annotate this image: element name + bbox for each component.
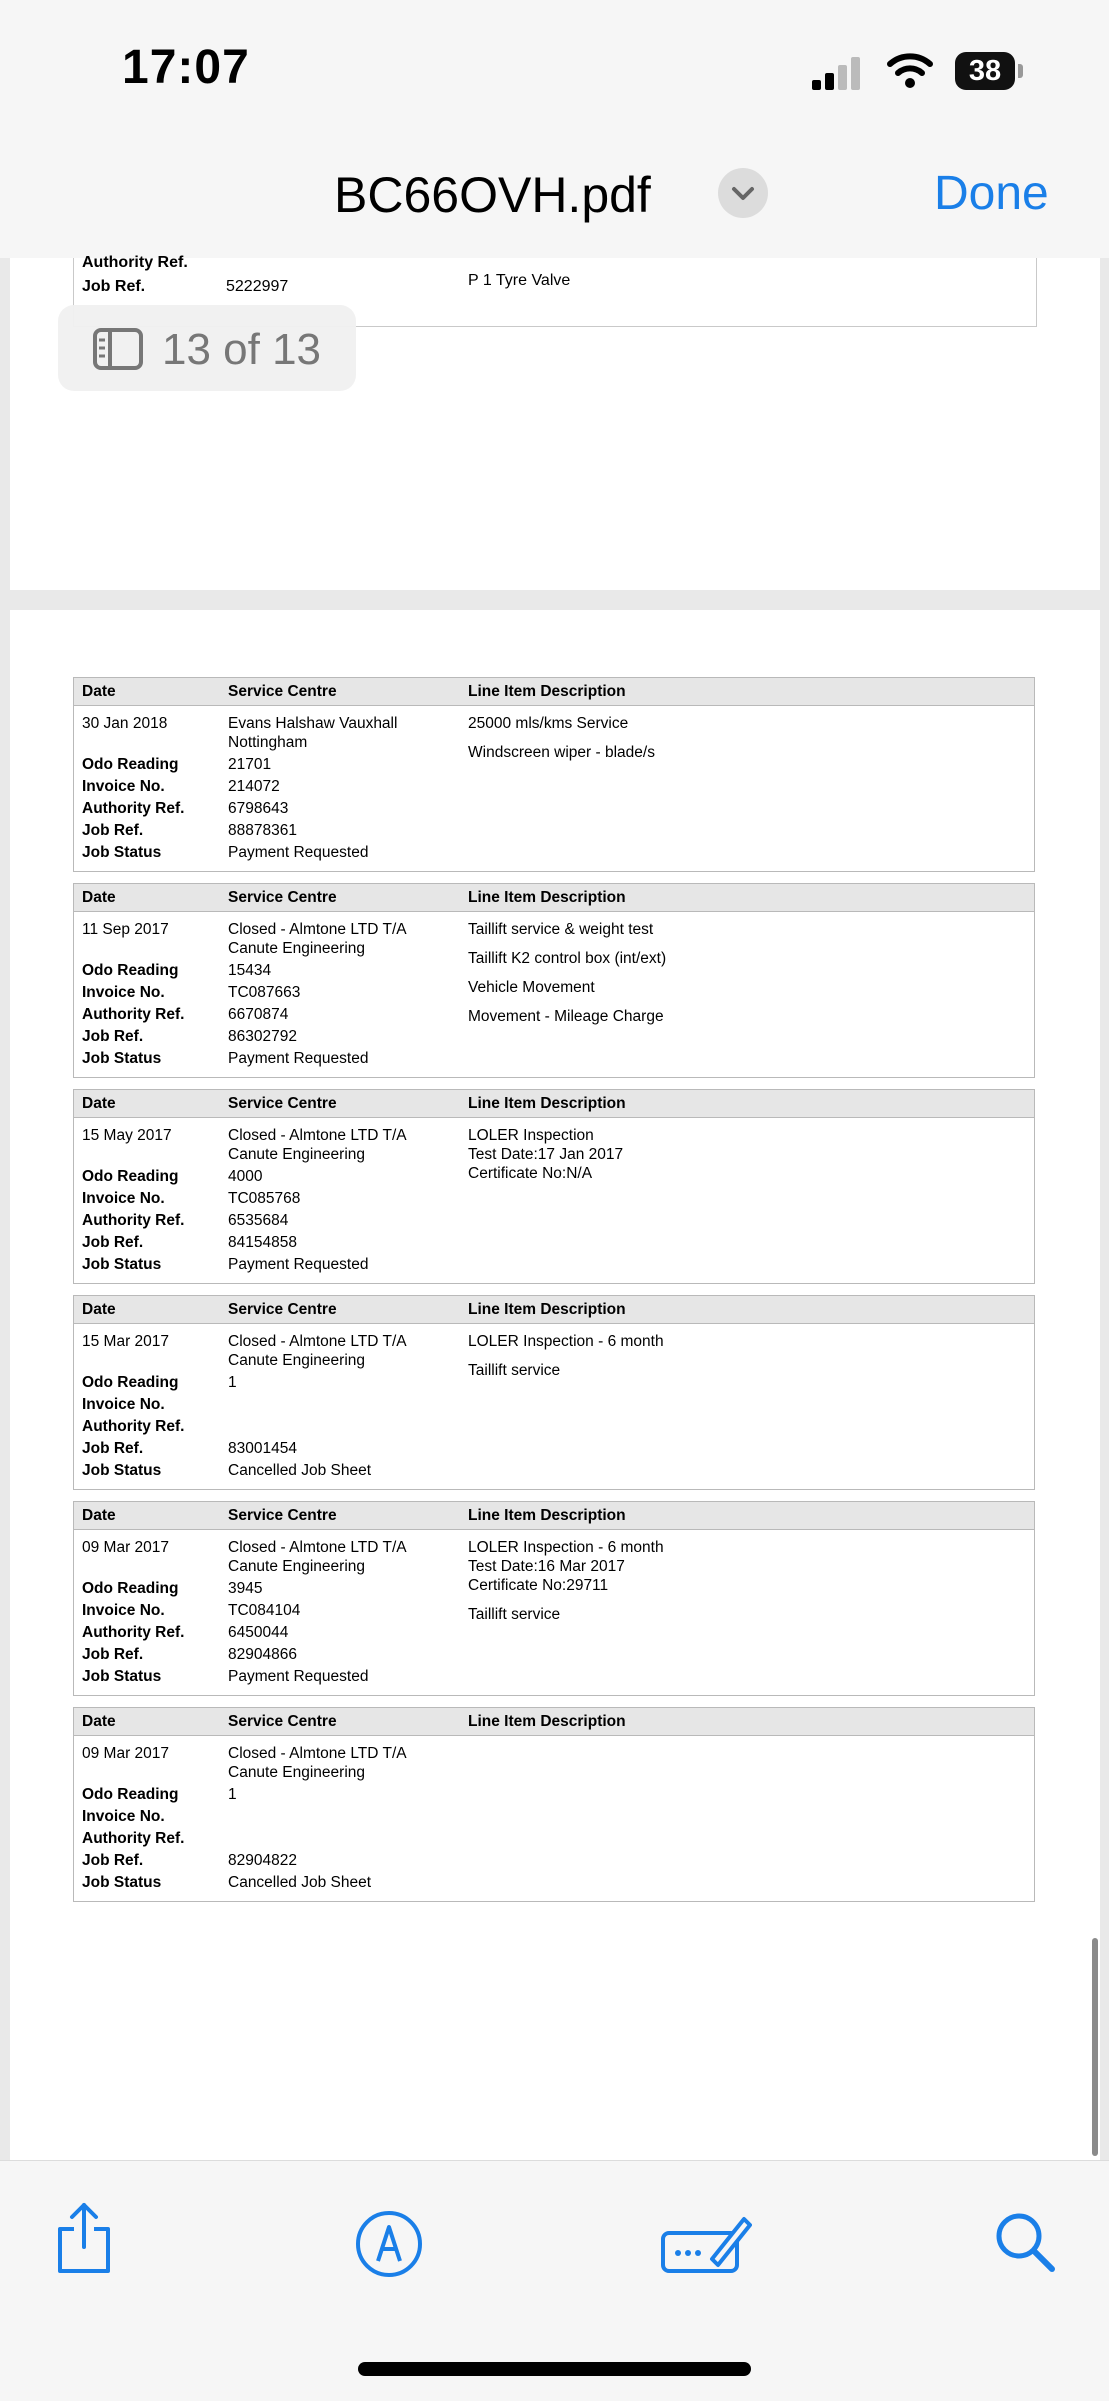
label-invoice: Invoice No. (82, 984, 165, 1001)
status-bar (0, 0, 1109, 140)
label-job-status: Job Status (82, 1256, 162, 1273)
header-service-centre: Service Centre (228, 1507, 337, 1524)
header-date: Date (82, 1301, 116, 1318)
line-item: Certificate No:N/A (468, 1165, 593, 1182)
service-history-list (73, 677, 1035, 1913)
value-odo: 1 (228, 1786, 237, 1803)
header-date: Date (82, 1095, 116, 1112)
line-item: Movement - Mileage Charge (468, 1008, 664, 1025)
signature-icon[interactable] (660, 2211, 752, 2277)
line-item: Vehicle Movement (468, 979, 595, 996)
record-header (74, 1708, 1034, 1736)
line-item: Taillift service (468, 1362, 561, 1379)
label-odo: Odo Reading (82, 962, 179, 979)
value-job-ref: 83001454 (228, 1440, 297, 1457)
label-authority: Authority Ref. (82, 1212, 185, 1229)
header-line-item: Line Item Description (468, 683, 626, 700)
value-authority: 6670874 (228, 1006, 289, 1023)
label-invoice: Invoice No. (82, 1808, 165, 1825)
battery-cap (1018, 64, 1023, 78)
record-centre: Canute Engineering (228, 940, 366, 957)
line-item: P 1 Tyre Valve (468, 272, 571, 289)
label-job-status: Job Status (82, 1874, 162, 1891)
label-invoice: Invoice No. (82, 778, 165, 795)
label-job-status: Job Status (82, 1668, 162, 1685)
value-job-ref: 84154858 (228, 1234, 297, 1251)
scroll-indicator[interactable] (1092, 1938, 1098, 2156)
record-label: Job Ref. (82, 278, 146, 295)
record-centre: Nottingham (228, 734, 308, 751)
value-authority: 6798643 (228, 800, 289, 817)
label-job-status: Job Status (82, 1050, 162, 1067)
record-header (74, 1502, 1034, 1530)
header-date: Date (82, 1713, 116, 1730)
record-centre: Closed - Almtone LTD T/A (228, 921, 407, 938)
service-record (73, 1707, 1035, 1902)
header-service-centre: Service Centre (228, 1301, 337, 1318)
service-record (73, 883, 1035, 1078)
value-job-status: Payment Requested (228, 1668, 369, 1685)
line-item: Taillift service (468, 1606, 561, 1623)
service-record (73, 1089, 1035, 1284)
header-service-centre: Service Centre (228, 683, 337, 700)
value-odo: 1 (228, 1374, 237, 1391)
service-record (73, 677, 1035, 872)
chevron-down-icon (718, 168, 768, 218)
header-date: Date (82, 1507, 116, 1524)
record-date: 30 Jan 2018 (82, 715, 168, 732)
home-indicator[interactable] (358, 2362, 751, 2376)
label-invoice: Invoice No. (82, 1190, 165, 1207)
record-header (74, 1296, 1034, 1324)
value-authority: 6535684 (228, 1212, 289, 1229)
label-invoice: Invoice No. (82, 1396, 165, 1413)
header-service-centre: Service Centre (228, 889, 337, 906)
record-header (74, 1090, 1034, 1118)
value-job-status: Payment Requested (228, 1050, 369, 1067)
value-job-status: Payment Requested (228, 844, 369, 861)
wifi-icon (886, 50, 934, 90)
label-odo: Odo Reading (82, 1168, 179, 1185)
record-date: 09 Mar 2017 (82, 1539, 170, 1556)
label-odo: Odo Reading (82, 1580, 179, 1597)
value-odo: 15434 (228, 962, 272, 979)
value-invoice: 214072 (228, 778, 280, 795)
header-line-item: Line Item Description (468, 889, 626, 906)
header-line-item: Line Item Description (468, 1713, 626, 1730)
record-centre: Evans Halshaw Vauxhall (228, 715, 398, 732)
label-authority: Authority Ref. (82, 1830, 185, 1847)
value-job-ref: 82904822 (228, 1852, 297, 1869)
line-item: Certificate No:29711 (468, 1577, 609, 1594)
record-centre: Closed - Almtone LTD T/A (228, 1539, 407, 1556)
record-date: 09 Mar 2017 (82, 1745, 170, 1762)
line-item: Windscreen wiper - blade/s (468, 744, 655, 761)
record-centre: Closed - Almtone LTD T/A (228, 1333, 407, 1350)
service-record (73, 1295, 1035, 1490)
page-indicator[interactable] (58, 305, 356, 391)
label-job-ref: Job Ref. (82, 1852, 144, 1869)
label-odo: Odo Reading (82, 756, 179, 773)
battery-icon: 38 (955, 52, 1015, 90)
header-line-item: Line Item Description (468, 1507, 626, 1524)
record-value: 5222997 (226, 278, 289, 295)
record-header (74, 884, 1034, 912)
record-centre: Canute Engineering (228, 1558, 366, 1575)
record-centre: Closed - Almtone LTD T/A (228, 1745, 407, 1762)
label-job-ref: Job Ref. (82, 822, 144, 839)
value-invoice: TC087663 (228, 984, 301, 1001)
sidebar-icon (92, 327, 144, 371)
record-centre: Canute Engineering (228, 1146, 366, 1163)
record-date: 15 May 2017 (82, 1127, 172, 1144)
value-invoice: TC085768 (228, 1190, 301, 1207)
header-line-item: Line Item Description (468, 1095, 626, 1112)
record-date: 11 Sep 2017 (82, 921, 169, 938)
label-odo: Odo Reading (82, 1374, 179, 1391)
value-odo: 4000 (228, 1168, 263, 1185)
label-authority: Authority Ref. (82, 1624, 185, 1641)
done-button[interactable]: Done (934, 167, 1049, 220)
line-item: Taillift service & weight test (468, 921, 654, 938)
line-item: Test Date:17 Jan 2017 (468, 1146, 624, 1163)
label-authority: Authority Ref. (82, 1006, 185, 1023)
line-item: LOLER Inspection - 6 month (468, 1333, 664, 1350)
cellular-signal-icon (812, 54, 862, 90)
service-record (73, 1501, 1035, 1696)
title-menu-button[interactable] (718, 168, 768, 218)
value-job-ref: 86302792 (228, 1028, 297, 1045)
value-job-status: Cancelled Job Sheet (228, 1874, 372, 1891)
label-job-status: Job Status (82, 1462, 162, 1479)
record-label: Authority Ref. (82, 254, 188, 271)
label-invoice: Invoice No. (82, 1602, 165, 1619)
record-centre: Canute Engineering (228, 1764, 366, 1781)
label-authority: Authority Ref. (82, 800, 185, 817)
header-service-centre: Service Centre (228, 1713, 337, 1730)
record-centre: Closed - Almtone LTD T/A (228, 1127, 407, 1144)
header-date: Date (82, 683, 116, 700)
label-job-ref: Job Ref. (82, 1646, 144, 1663)
value-job-status: Cancelled Job Sheet (228, 1462, 372, 1479)
line-item: Test Date:16 Mar 2017 (468, 1558, 625, 1575)
value-odo: 3945 (228, 1580, 263, 1597)
value-job-status: Payment Requested (228, 1256, 369, 1273)
document-title[interactable]: BC66OVH.pdf (334, 167, 651, 223)
record-centre: Canute Engineering (228, 1352, 366, 1369)
status-time: 17:07 (122, 41, 250, 94)
markup-icon[interactable] (354, 2209, 424, 2279)
page-count: 13 of 13 (162, 325, 322, 374)
line-item: LOLER Inspection (468, 1127, 594, 1144)
nav-bar (0, 140, 1109, 259)
value-job-ref: 82904866 (228, 1646, 297, 1663)
line-item: Taillift K2 control box (int/ext) (468, 950, 667, 967)
value-job-ref: 88878361 (228, 822, 297, 839)
label-job-ref: Job Ref. (82, 1234, 144, 1251)
line-item: 25000 mls/kms Service (468, 715, 629, 732)
share-icon[interactable] (50, 2199, 118, 2275)
header-date: Date (82, 889, 116, 906)
search-icon[interactable] (992, 2209, 1058, 2275)
header-line-item: Line Item Description (468, 1301, 626, 1318)
label-job-status: Job Status (82, 844, 162, 861)
label-job-ref: Job Ref. (82, 1440, 144, 1457)
label-job-ref: Job Ref. (82, 1028, 144, 1045)
label-odo: Odo Reading (82, 1786, 179, 1803)
line-item: LOLER Inspection - 6 month (468, 1539, 664, 1556)
record-header (74, 678, 1034, 706)
value-invoice: TC084104 (228, 1602, 301, 1619)
label-authority: Authority Ref. (82, 1418, 185, 1435)
value-odo: 21701 (228, 756, 272, 773)
record-date: 15 Mar 2017 (82, 1333, 170, 1350)
header-service-centre: Service Centre (228, 1095, 337, 1112)
value-authority: 6450044 (228, 1624, 289, 1641)
